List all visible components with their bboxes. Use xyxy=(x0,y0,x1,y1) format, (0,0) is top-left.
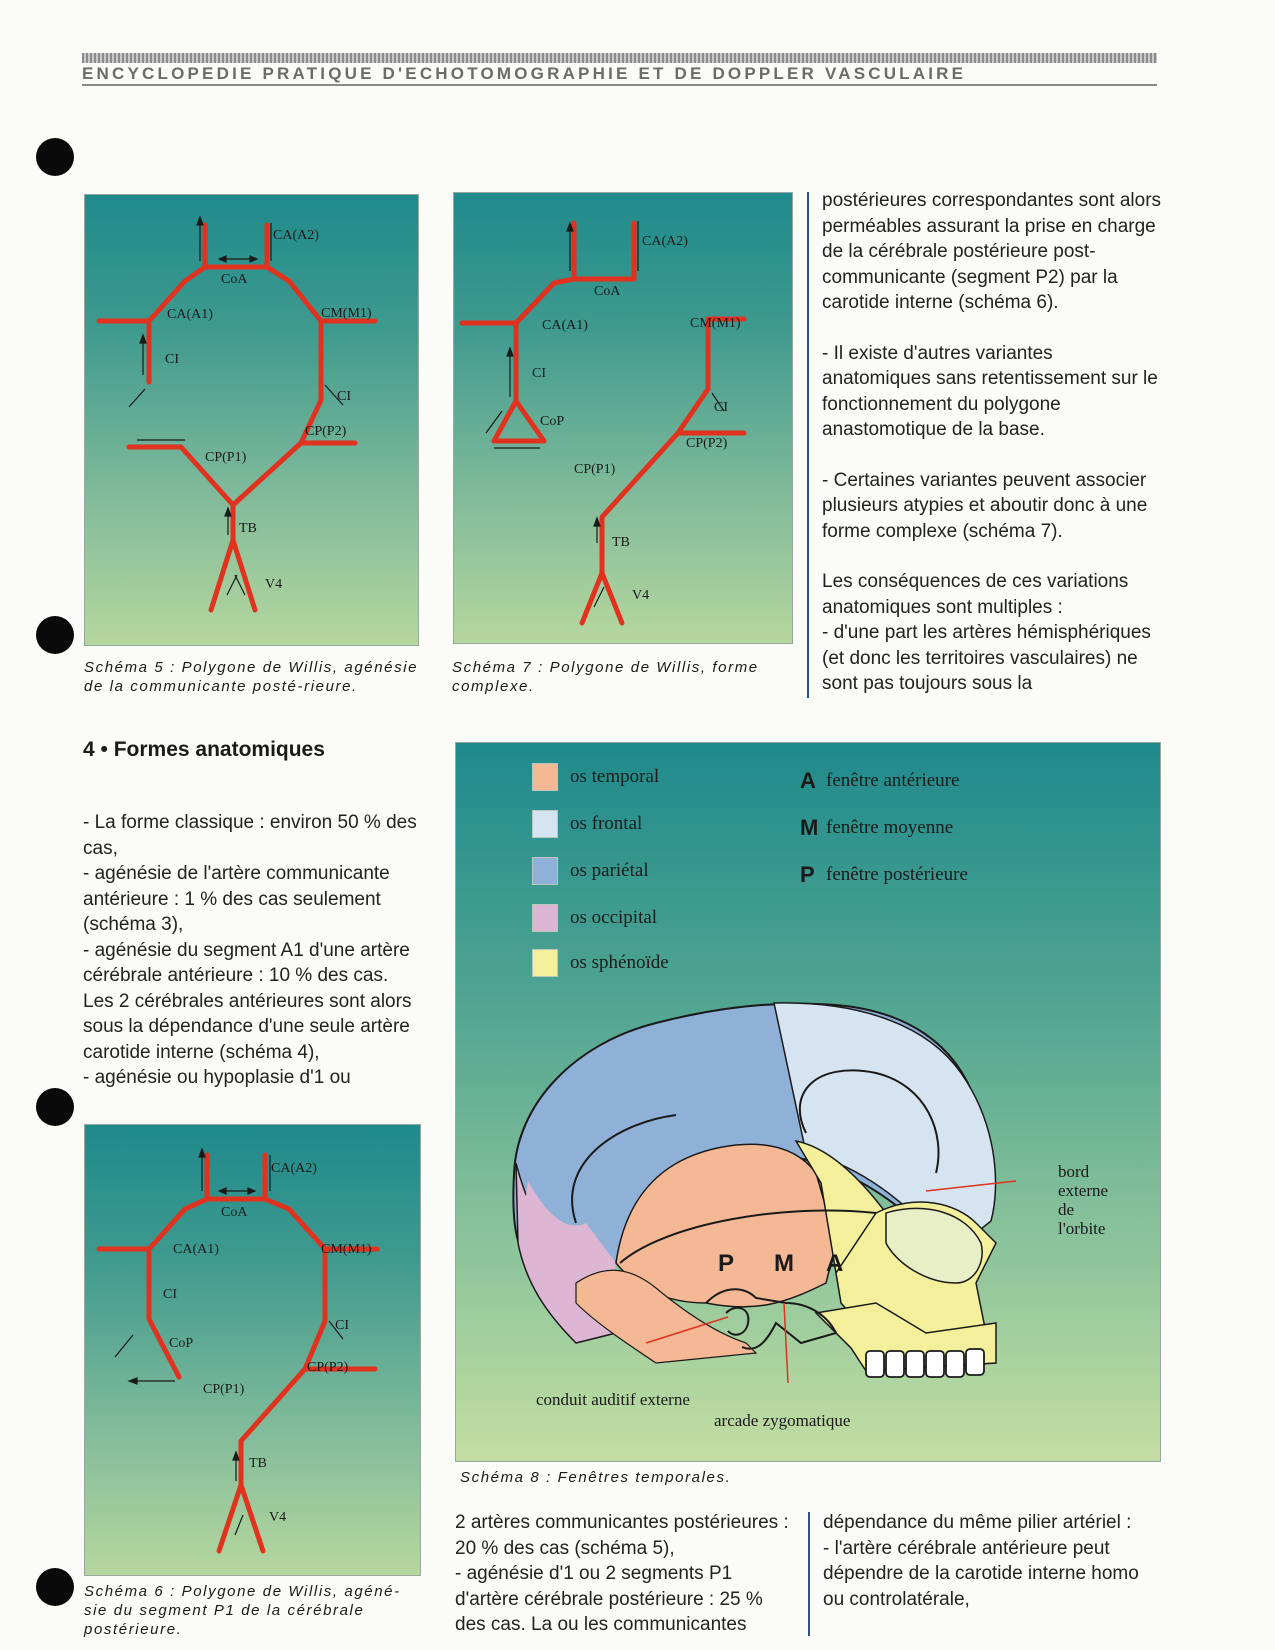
annotation-orbite-1: bord xyxy=(1058,1162,1090,1181)
schema6-label-cop: CoP xyxy=(169,1336,194,1351)
paragraph: - d'une part les artères hémisphériques (et donc les territoires vasculaires) ne sont pas toujours sous la xyxy=(822,622,1151,694)
schema6-label-cm-m1: CM(M1) xyxy=(321,1242,372,1257)
skull-illustration xyxy=(456,743,1160,1461)
header-rule xyxy=(82,84,1157,86)
schema6-label-v4: V4 xyxy=(269,1510,287,1525)
schema7-label-coa: CoA xyxy=(594,284,621,299)
schema7-v4-right xyxy=(602,573,622,623)
schema7-label-ci-left: CI xyxy=(532,366,546,381)
schema6-v4-right xyxy=(241,1485,263,1551)
schema7-caption: Schéma 7 : Polygone de Willis, forme complexe. xyxy=(452,659,759,695)
annotation-orbite-2: externe xyxy=(1058,1181,1109,1200)
schema5-label-coa: CoA xyxy=(221,272,248,287)
schema8-caption: Schéma 8 : Fenêtres temporales. xyxy=(460,1469,732,1486)
window-label: fenêtre moyenne xyxy=(826,817,954,838)
paragraph: - agénésie de l'artère communicante antérieure : 1 % des cas seulement (schéma 3), xyxy=(83,863,390,935)
paragraph: - l'artère cérébrale antérieure peut dépendre de la carotide interne homo ou controlatérale, xyxy=(823,1537,1139,1610)
schema7-label-cp-p1: CP(P1) xyxy=(574,462,616,477)
schema5-label-ci-left: CI xyxy=(165,352,179,367)
schema7-label-tb: TB xyxy=(612,535,630,550)
schema6-label-cp-p2: CP(P2) xyxy=(307,1360,349,1375)
schema6-figure xyxy=(84,1124,421,1576)
schema6-label-ca-a2: CA(A2) xyxy=(271,1161,317,1176)
schema5-label-ca-a2: CA(A2) xyxy=(273,228,319,243)
column-rule xyxy=(807,192,809,698)
legend-label: os temporal xyxy=(570,766,660,787)
schema6-caption: Schéma 6 : Polygone de Willis, agéné-sie du segment P1 de la cérébrale postérieure. xyxy=(84,1583,401,1638)
window-letter: P xyxy=(800,862,815,887)
schema7-label-ca-a2: CA(A2) xyxy=(642,234,688,249)
schema5-v4-left xyxy=(211,540,233,610)
legend-label: os occipital xyxy=(570,907,658,928)
schema5-v4-right xyxy=(233,540,255,610)
skull-letter-p: P xyxy=(718,1250,735,1277)
window-letter: A xyxy=(800,768,816,793)
schema5-label-cp-p1: CP(P1) xyxy=(205,450,247,465)
schema6-label-tb: TB xyxy=(249,1456,267,1471)
schema6-label-ci-left: CI xyxy=(163,1287,177,1302)
paragraph: - agénésie du segment A1 d'une artère cérébrale antérieure : 10 % des cas. Les 2 cérébrales antérieures sont alors sous la dépendance d'une seule artère carotide interne (schéma 4), xyxy=(83,939,412,1063)
binder-hole xyxy=(36,616,74,654)
schema6-label-cp-p1: CP(P1) xyxy=(203,1382,245,1397)
annotation-orbite-3: de xyxy=(1058,1200,1075,1219)
annotation-conduit: conduit auditif externe xyxy=(536,1390,690,1409)
paragraph: - agénésie ou hypoplasie d'1 ou xyxy=(83,1067,351,1088)
schema5-caption: Schéma 5 : Polygone de Willis, agénésie de la communicante posté-rieure. xyxy=(84,659,419,695)
legend-label: os frontal xyxy=(570,813,643,834)
col-bottom-mid-text xyxy=(455,1510,797,1638)
schema7-label-v4: V4 xyxy=(632,588,650,603)
section-heading: 4 • Formes anatomiques xyxy=(83,738,325,761)
window-label: fenêtre antérieure xyxy=(826,770,960,791)
running-header: ENCYCLOPEDIE PRATIQUE D'ECHOTOMOGRAPHIE ET DE DOPPLER VASCULAIRE xyxy=(82,64,967,83)
col-bottom-right-text xyxy=(823,1510,1165,1612)
schema5-figure xyxy=(84,194,419,646)
paragraph: - Il existe d'autres variantes anatomiques sans retentissement sur le fonctionnement du polygone anastomotique de la base. xyxy=(822,342,1158,440)
schema6-label-ci-right: CI xyxy=(335,1318,349,1333)
binder-hole xyxy=(36,1088,74,1126)
window-letter: M xyxy=(800,815,819,840)
schema7-label-ci-right: CI xyxy=(714,400,728,415)
schema5-label-tb: TB xyxy=(239,521,257,536)
schema7-label-cm-m1: CM(M1) xyxy=(690,316,741,331)
schema7-label-ca-a1: CA(A1) xyxy=(542,318,588,333)
legend-label: os sphénoïde xyxy=(570,952,669,973)
legend-label: os pariétal xyxy=(570,860,649,881)
schema5-label-v4: V4 xyxy=(265,577,283,592)
binder-hole xyxy=(36,138,74,176)
skull-letter-a: A xyxy=(826,1250,844,1277)
schema5-label-ci-right: CI xyxy=(337,389,351,404)
header-decorative-bar xyxy=(82,53,1157,63)
col-left-text xyxy=(83,810,419,1091)
schema5-label-cp-p2: CP(P2) xyxy=(305,424,347,439)
schema7-label-cop: CoP xyxy=(540,414,565,429)
paragraph: - agénésie d'1 ou 2 segments P1 d'artère cérébrale postérieure : 25 % des cas. La ou les communicantes xyxy=(455,1563,763,1635)
schema6-label-ca-a1: CA(A1) xyxy=(173,1242,219,1257)
column-rule xyxy=(808,1512,810,1636)
col-right-top-text xyxy=(822,188,1162,697)
schema8-figure xyxy=(455,742,1161,1462)
schema6-right-artery xyxy=(241,1155,325,1485)
paragraph: 2 artères communicantes postérieures : 20 % des cas (schéma 5), xyxy=(455,1512,789,1559)
paragraph: dépendance du même pilier artériel : xyxy=(823,1512,1132,1533)
annotation-arcade: arcade zygomatique xyxy=(714,1411,851,1430)
annotation-orbite-4: l'orbite xyxy=(1058,1219,1106,1238)
window-label: fenêtre postérieure xyxy=(826,864,968,885)
paragraph: Les conséquences de ces variations anatomiques sont multiples : xyxy=(822,571,1129,618)
paragraph: postérieures correspondantes sont alors perméables assurant la prise en charge de la cérébrale postérieure post-communicante (segment P2) par la carotide interne (schéma 6). xyxy=(822,190,1162,313)
schema7-label-cp-p2: CP(P2) xyxy=(686,436,728,451)
binder-hole xyxy=(36,1568,74,1606)
paragraph: - La forme classique : environ 50 % des cas, xyxy=(83,812,417,859)
schema6-label-coa: CoA xyxy=(221,1205,248,1220)
schema5-label-ca-a1: CA(A1) xyxy=(167,307,213,322)
paragraph: - Certaines variantes peuvent associer plusieurs atypies et aboutir donc à une forme complexe (schéma 7). xyxy=(822,469,1148,542)
skull-letter-m: M xyxy=(774,1250,794,1277)
schema6-v4-left xyxy=(219,1485,241,1551)
schema7-figure xyxy=(453,192,793,644)
schema5-label-cm-m1: CM(M1) xyxy=(321,306,372,321)
